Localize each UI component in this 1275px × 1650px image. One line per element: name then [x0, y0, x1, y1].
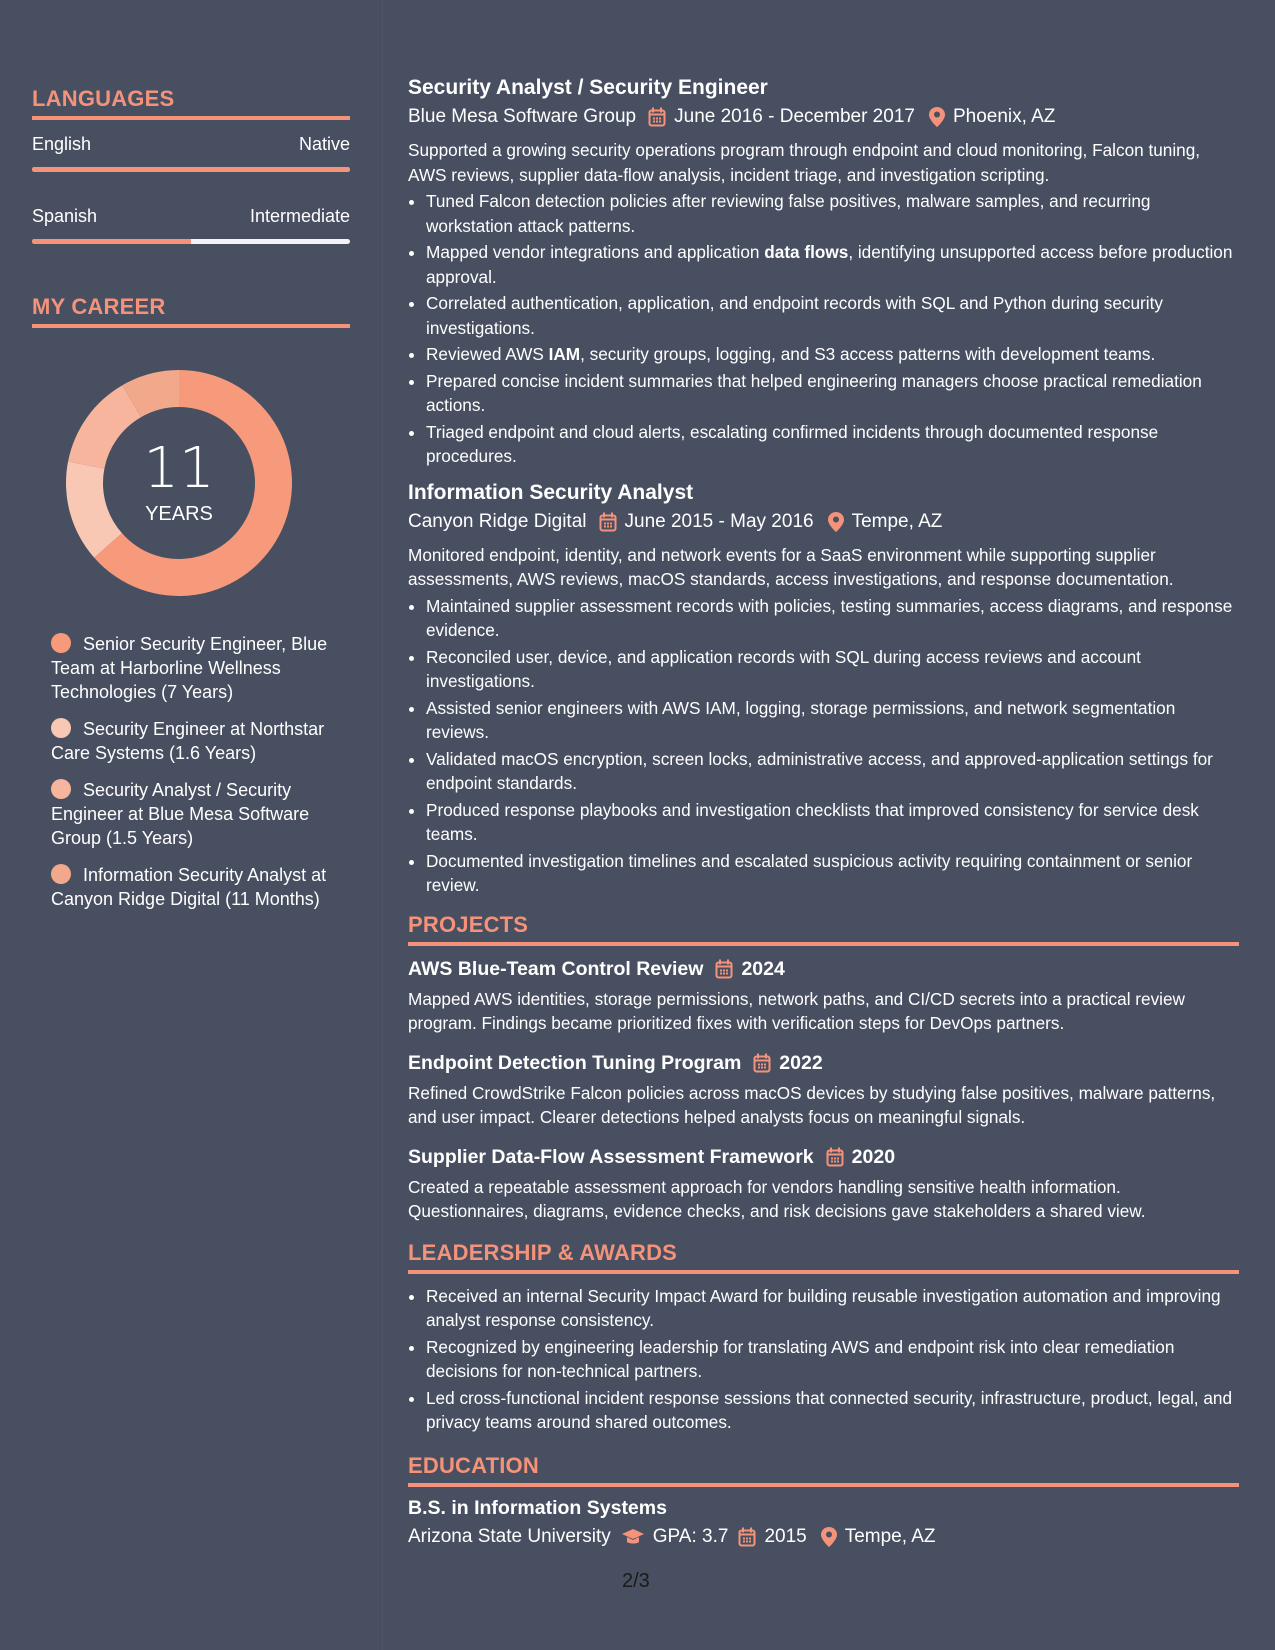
project-year: 2024 [741, 957, 785, 980]
language-item [32, 134, 350, 172]
job-meta [408, 106, 1239, 128]
legend-dot-icon [51, 718, 71, 738]
education-meta [408, 1526, 1239, 1548]
job-bullet: • Validated macOS encryption, screen locks, administrative access, and approved-application settings for endpoint standards. [426, 747, 1239, 796]
job-bullet: • Triaged endpoint and cloud alerts, escalating confirmed incidents through documented response procedures. [426, 420, 1239, 469]
languages-title: LANGUAGES [32, 86, 350, 120]
job-meta [408, 511, 1239, 533]
job-bullet: • Produced response playbooks and investigation checklists that improved consistency for service desk teams. [426, 798, 1239, 847]
project-name: AWS Blue-Team Control Review [408, 957, 704, 980]
career-legend-item [51, 717, 331, 765]
job-bullet: • Documented investigation timelines and escalated suspicious activity requiring containment or senior review. [426, 849, 1239, 898]
job-bullet: • Reconciled user, device, and application records with SQL during access reviews and account investigations. [426, 645, 1239, 694]
location-pin-icon [821, 1527, 837, 1547]
leadership-item: • Recognized by engineering leadership for translating AWS and endpoint risk into clear remediation decisions for non-technical partners. [426, 1335, 1239, 1384]
project-entry [408, 958, 1239, 1036]
company-name: Blue Mesa Software Group [408, 106, 637, 127]
sidebar [32, 86, 350, 924]
language-name: English [32, 134, 92, 154]
project-title-row [408, 958, 1239, 981]
career-legend-item [51, 632, 331, 704]
language-level: Intermediate [249, 206, 350, 226]
job-bullet: • Maintained supplier assessment records with policies, testing summaries, access diagrams, and response evidence. [426, 594, 1239, 643]
company-name: Canyon Ridge Digital [408, 510, 587, 532]
location-pin-icon [828, 512, 844, 532]
location-pin-icon [929, 107, 945, 127]
job-bullet: • Assisted senior engineers with AWS IAM, logging, storage permissions, and network segmentation reviews. [426, 696, 1239, 745]
gpa: GPA: 3.7 [652, 1525, 729, 1547]
school-name: Arizona State University [408, 1525, 611, 1547]
project-name: Supplier Data-Flow Assessment Framework [408, 1145, 814, 1168]
career-total-unit: YEARS [145, 502, 213, 525]
graduation-cap-icon [621, 1528, 645, 1546]
project-year: 2020 [851, 1145, 896, 1168]
leadership-list [408, 1284, 1239, 1435]
experience-entry [408, 76, 1239, 469]
project-entry [408, 1146, 1239, 1224]
project-title-row [408, 1052, 1239, 1075]
language-proficiency-bar [32, 167, 350, 172]
career-title: MY CAREER [32, 294, 350, 328]
page-number: 2/3 [622, 1570, 650, 1592]
job-summary: Monitored endpoint, identity, and network events for a SaaS environment while supporting supplier assessments, AWS reviews, macOS standards, access investigations, and response documentation. [408, 544, 1174, 589]
calendar-icon [738, 1527, 756, 1547]
job-bullet: • Mapped vendor integrations and application data flows, identifying unsupported access before production approval. [426, 240, 1239, 289]
language-proficiency-bar [32, 239, 350, 244]
project-title-row [408, 1146, 1239, 1169]
calendar-icon [826, 1147, 844, 1167]
job-bullets [408, 189, 1239, 469]
language-level: Native [298, 134, 350, 154]
project-entry [408, 1052, 1239, 1130]
project-description: Mapped AWS identities, storage permissions, network paths, and CI/CD secrets into a practical review program. Findings became prioritized fixes with verification steps for DevOps partners. [408, 988, 1185, 1033]
calendar-icon [753, 1053, 771, 1073]
language-name: Spanish [32, 206, 98, 226]
leadership-title: LEADERSHIP & AWARDS [408, 1240, 1239, 1274]
calendar-icon [648, 107, 666, 127]
language-item [32, 206, 350, 244]
calendar-icon [599, 512, 617, 532]
job-summary: Supported a growing security operations program through endpoint and cloud monitoring, Falcon tuning, AWS reviews, supplier data-flow analysis, incident triage, and investigation scripting. [408, 140, 1201, 185]
leadership-item: • Led cross-functional incident response sessions that connected security, infrastructure, product, legal, and privacy teams around shared outcomes. [426, 1386, 1239, 1435]
job-bullets [408, 594, 1239, 898]
column-divider [382, 0, 383, 1650]
projects-title: PROJECTS [408, 912, 1239, 946]
job-location: Phoenix, AZ [952, 106, 1056, 127]
legend-dot-icon [51, 864, 71, 884]
project-description: Refined CrowdStrike Falcon policies across macOS devices by studying false positives, malware patterns, and user impact. Clearer detections helped analysts focus on meaningful signals. [408, 1082, 1216, 1127]
job-location: Tempe, AZ [851, 510, 943, 532]
education-title: EDUCATION [408, 1453, 1239, 1487]
legend-dot-icon [51, 779, 71, 799]
job-title: Security Analyst / Security Engineer [408, 76, 768, 99]
legend-dot-icon [51, 633, 71, 653]
language-proficiency-fill [32, 167, 350, 172]
degree-name: B.S. in Information Systems [408, 1496, 667, 1519]
career-legend-label: Information Security Analyst at Canyon Ridge Digital (11 Months) [51, 865, 327, 909]
career-total-years: 11 [143, 435, 215, 501]
main-content [408, 76, 1239, 1548]
career-legend-label: Security Analyst / Security Engineer at Blue Mesa Software Group (1.5 Years) [51, 780, 310, 848]
job-bullet: • Reviewed AWS IAM, security groups, logging, and S3 access patterns with development teams. [426, 342, 1239, 367]
career-legend-label: Security Engineer at Northstar Care Systems (1.6 Years) [51, 719, 325, 763]
language-proficiency-fill [32, 239, 191, 244]
leadership-item: • Received an internal Security Impact Award for building reusable investigation automation and improving analyst response consistency. [426, 1284, 1239, 1333]
project-name: Endpoint Detection Tuning Program [408, 1051, 742, 1074]
graduation-year: 2015 [764, 1525, 807, 1547]
calendar-icon [715, 959, 733, 979]
job-title: Information Security Analyst [408, 480, 694, 504]
career-legend-item [51, 778, 331, 850]
job-bullet: • Correlated authentication, application, and endpoint records with SQL and Python during security investigations. [426, 291, 1239, 340]
job-bullet: • Prepared concise incident summaries that helped engineering managers choose practical remediation actions. [426, 369, 1239, 418]
career-donut-chart [64, 368, 294, 598]
job-bullet: • Tuned Falcon detection policies after reviewing false positives, malware samples, and recurring workstation attack patterns. [426, 189, 1239, 238]
education-location: Tempe, AZ [844, 1525, 936, 1547]
project-year: 2022 [779, 1051, 823, 1074]
project-description: Created a repeatable assessment approach for vendors handling sensitive health information. Questionnaires, diagrams, evidence checks, and risk decisions gave stakeholders a shared view. [408, 1176, 1146, 1221]
career-legend-item [51, 863, 331, 911]
experience-entry [408, 481, 1239, 898]
job-dates: June 2016 - December 2017 [674, 106, 915, 127]
career-legend [51, 632, 331, 911]
job-dates: June 2015 - May 2016 [624, 510, 814, 532]
career-legend-label: Senior Security Engineer, Blue Team at Harborline Wellness Technologies (7 Years) [51, 634, 328, 702]
